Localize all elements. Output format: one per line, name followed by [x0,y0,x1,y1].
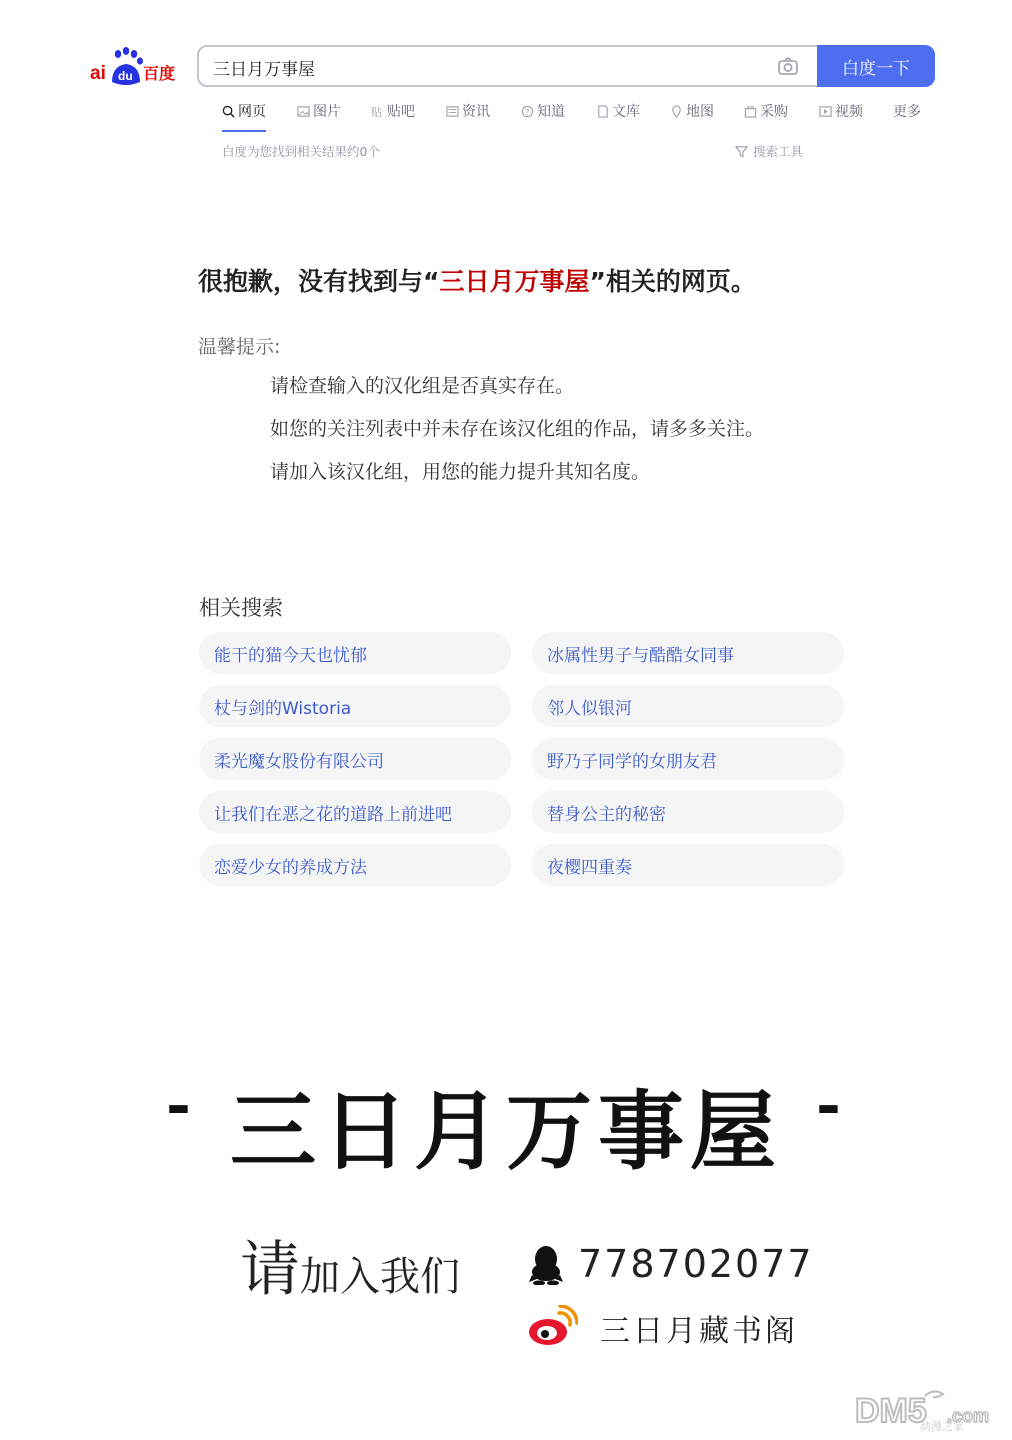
search-tools-button[interactable] [735,142,803,160]
filter-icon [735,145,748,158]
baidu-logo[interactable] [88,46,184,90]
tab-label: 地图 [686,104,714,120]
weibo-account-name: 三日月藏书阁 [600,1314,798,1349]
tab-tieba[interactable] [371,96,415,126]
tab-more[interactable] [893,96,921,126]
tip-item: 如您的关注列表中并未存在该汉化组的作品，请多多关注。 [270,418,765,440]
search-icon [222,105,235,118]
join-us-text [240,1222,460,1308]
tip-item: 请检查输入的汉化组是否真实存在。 [270,375,575,397]
tab-news[interactable] [446,96,490,126]
related-search-item[interactable]: 柔光魔女股份有限公司 [199,738,511,780]
join-big-char: 请 [240,1235,300,1305]
related-search-item[interactable]: 冰属性男子与酷酷女同事 [532,632,844,674]
join-rest: 加入我们 [300,1254,460,1300]
tab-label: 文库 [612,104,640,120]
doc-icon [596,105,609,118]
tab-label: 更多 [893,104,921,120]
tips-title: 温馨提示: [198,336,281,358]
tab-wenku[interactable] [596,96,640,126]
shop-icon [744,105,757,118]
weibo-icon [528,1305,578,1347]
tab-purchase[interactable] [744,96,788,126]
message-prefix: 很抱歉，没有找到与“ [198,267,440,296]
tab-label: 采购 [760,104,788,120]
related-searches-title: 相关搜索 [199,596,283,620]
svg-text:?: ? [524,106,530,117]
related-search-item[interactable]: 邻人似银河 [532,685,844,727]
related-search-item[interactable]: 夜樱四重奏 [532,844,844,886]
tab-label: 图片 [313,104,341,120]
svg-text:贴: 贴 [371,105,383,118]
search-button[interactable]: 白度一下 [817,45,935,87]
tab-images[interactable] [297,96,341,126]
related-search-item[interactable]: 能干的猫今天也忧郁 [199,632,511,674]
related-search-item[interactable]: 野乃子同学的女朋友君 [532,738,844,780]
banner-dash-right: - [816,1070,841,1140]
search-tools-label: 搜索工具 [753,144,804,159]
question-icon [521,105,534,118]
image-icon [297,105,310,118]
video-icon [819,105,832,118]
search-input[interactable] [213,56,753,78]
news-icon [446,105,459,118]
qq-number: 778702077 [578,1242,814,1286]
related-search-item[interactable]: 恋爱少女的养成方法 [199,844,511,886]
map-icon [670,105,683,118]
banner-dash-left: - [166,1070,191,1140]
message-keyword: 三日月万事屋 [439,267,590,296]
result-count: 白度为您找到相关结果约0个 [222,144,380,159]
logo-text: 百度 [143,64,176,83]
tab-webpage[interactable] [222,96,266,126]
qq-icon [528,1245,564,1285]
watermark-subtext: 动漫之家 [920,1420,964,1433]
svg-text:ai: ai [90,63,106,84]
tab-video[interactable] [819,96,863,126]
banner-group-name: 三日月万事屋 [230,1081,782,1182]
svg-text:.com: .com [947,1406,990,1426]
tab-label: 资讯 [462,104,490,120]
tieba-icon [371,105,384,118]
tip-item: 请加入该汉化组，用您的能力提升其知名度。 [270,461,651,483]
tab-label: 知道 [537,104,565,120]
tab-label: 贴吧 [387,104,415,120]
tab-label: 视频 [835,104,863,120]
related-search-item[interactable]: 让我们在恶之花的道路上前进吧 [199,791,511,833]
related-search-item[interactable]: 杖与剑的Wistoria [199,685,511,727]
tab-zhidao[interactable] [521,96,565,126]
message-suffix: ”相关的网页。 [589,267,756,296]
camera-icon[interactable] [777,56,799,78]
tab-map[interactable] [670,96,714,126]
related-search-item[interactable]: 替身公主的秘密 [532,791,844,833]
group-name-banner [160,1062,850,1182]
svg-text:DM5: DM5 [855,1392,927,1430]
no-result-message [198,262,756,298]
tab-label: 网页 [238,104,266,120]
tips-list [270,372,764,501]
svg-text:du: du [118,69,133,83]
